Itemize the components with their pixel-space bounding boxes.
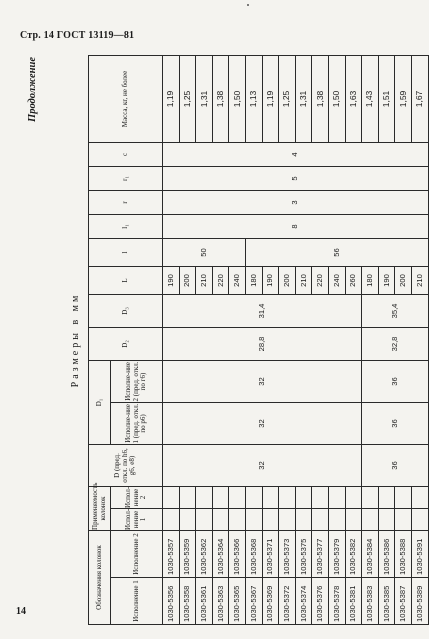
mass-cell: 1,38	[212, 55, 229, 142]
exec1-cell: 1030-5363	[212, 578, 229, 625]
d-value: 32	[163, 444, 362, 486]
exec2-cell: 1030-5366	[229, 530, 246, 577]
mass-cell: 1,59	[395, 55, 412, 142]
d1-exec1-header: Исполне-ние 1 (пред. откл. по р6)	[111, 402, 163, 444]
page-header: Стр. 14 ГОСТ 13119—81	[20, 30, 135, 41]
l-big-cell: 190	[163, 266, 180, 294]
l-big-cell: 240	[229, 266, 246, 294]
table-row	[362, 55, 379, 624]
mass-cell: 1,51	[378, 55, 395, 142]
app-cell	[279, 508, 296, 530]
app-cell	[295, 508, 312, 530]
app-cell	[362, 508, 379, 530]
d2-header: D₂	[89, 327, 163, 360]
mass-header: Масса, кг, не более	[89, 55, 163, 142]
app-cell	[411, 508, 428, 530]
l-big-cell: 220	[312, 266, 329, 294]
app-cell	[395, 486, 412, 508]
r1-value: 5	[163, 166, 429, 190]
designation-group-header: Обозначения колонок	[89, 530, 111, 624]
app-exec2-header: Испол-нение 2	[111, 486, 163, 508]
exec1-cell: 1030-5376	[312, 578, 329, 625]
exec2-cell: 1030-5371	[262, 530, 279, 577]
l1-value: 8	[163, 214, 429, 238]
app-cell	[245, 486, 262, 508]
d3-header: D₃	[89, 294, 163, 327]
l-big-cell: 260	[345, 266, 362, 294]
exec2-cell: 1030-5377	[312, 530, 329, 577]
d2-value: 32,8	[362, 327, 428, 360]
app-cell	[245, 508, 262, 530]
continuation-label: Продолжение	[27, 57, 38, 122]
exec2-cell: 1030-5382	[345, 530, 362, 577]
c-value: 4	[163, 142, 429, 166]
page-number: 14	[16, 606, 26, 617]
l-value: 56	[245, 238, 428, 266]
exec2-cell: 1030-5391	[411, 530, 428, 577]
mass-cell: 1,25	[179, 55, 196, 142]
l-big-cell: 220	[212, 266, 229, 294]
app-cell	[328, 486, 345, 508]
r-header: r	[89, 190, 163, 214]
exec2-cell: 1030-5359	[179, 530, 196, 577]
mass-cell: 1,43	[362, 55, 379, 142]
exec2-cell: 1030-5375	[295, 530, 312, 577]
exec1-cell: 1030-5361	[196, 578, 213, 625]
l-big-cell: 180	[362, 266, 379, 294]
app-cell	[163, 508, 180, 530]
exec1-cell: 1030-5374	[295, 578, 312, 625]
app-cell	[328, 508, 345, 530]
exec1-cell: 1030-5369	[262, 578, 279, 625]
app-cell	[212, 486, 229, 508]
r1-header: r₁	[89, 166, 163, 190]
exec1-cell: 1030-5383	[362, 578, 379, 625]
l-big-cell: 200	[395, 266, 412, 294]
exec1-cell: 1030-5356	[163, 578, 180, 625]
exec1-cell: 1030-5367	[245, 578, 262, 625]
app-cell	[262, 486, 279, 508]
l-big-cell: 190	[262, 266, 279, 294]
exec2-cell: 1030-5384	[362, 530, 379, 577]
d1-exec2-value: 36	[362, 360, 428, 402]
exec2-cell: 1030-5364	[212, 530, 229, 577]
mass-cell: 1,31	[196, 55, 213, 142]
exec1-cell: 1030-5387	[395, 578, 412, 625]
mass-cell: 1,67	[411, 55, 428, 142]
d2-value: 28,8	[163, 327, 362, 360]
exec1-cell: 1030-5389	[411, 578, 428, 625]
mass-cell: 1,19	[163, 55, 180, 142]
app-cell	[295, 486, 312, 508]
app-cell	[279, 486, 296, 508]
app-cell	[262, 508, 279, 530]
app-cell	[229, 508, 246, 530]
exec2-cell: 1030-5368	[245, 530, 262, 577]
d1-exec1-value: 32	[163, 402, 362, 444]
app-cell	[345, 486, 362, 508]
mass-cell: 1,50	[229, 55, 246, 142]
d3-value: 35,4	[362, 294, 428, 327]
table-row	[163, 55, 180, 624]
l-big-cell: 190	[378, 266, 395, 294]
applicability-header: Применяемость колонок	[89, 486, 111, 530]
l-big-cell: 210	[196, 266, 213, 294]
app-cell	[196, 508, 213, 530]
d-value: 36	[362, 444, 428, 486]
app-cell	[378, 486, 395, 508]
app-cell	[345, 508, 362, 530]
r-value: 3	[163, 190, 429, 214]
app-cell	[212, 508, 229, 530]
exec2-cell: 1030-5373	[279, 530, 296, 577]
c-header: c	[89, 142, 163, 166]
rotated-table-area	[27, 55, 425, 625]
l-big-cell: 240	[328, 266, 345, 294]
exec2-cell: 1030-5388	[395, 530, 412, 577]
app-cell	[362, 486, 379, 508]
l-big-header: L	[89, 266, 163, 294]
app-cell	[411, 486, 428, 508]
d-header: D (пред. откл. по h6, g6, е8)	[89, 444, 163, 486]
l-big-cell: 200	[279, 266, 296, 294]
d1-group-header: D₁	[89, 360, 111, 444]
exec1-header: Исполнение 1	[111, 578, 163, 625]
exec1-cell: 1030-5378	[328, 578, 345, 625]
app-cell	[312, 486, 329, 508]
mass-cell: 1,25	[279, 55, 296, 142]
l-big-cell: 200	[179, 266, 196, 294]
exec1-cell: 1030-5372	[279, 578, 296, 625]
mass-cell: 1,50	[328, 55, 345, 142]
app-cell	[378, 508, 395, 530]
exec1-cell: 1030-5358	[179, 578, 196, 625]
exec1-cell: 1030-5381	[345, 578, 362, 625]
d1-exec2-header: Исполне-ние 2 (пред. откл. по г6)	[111, 360, 163, 402]
l-big-cell: 210	[295, 266, 312, 294]
exec1-cell: 1030-5365	[229, 578, 246, 625]
l-value: 50	[163, 238, 246, 266]
d1-exec2-value: 32	[163, 360, 362, 402]
mass-cell: 1,63	[345, 55, 362, 142]
l-header: l	[89, 238, 163, 266]
l1-header: l₁	[89, 214, 163, 238]
scan-speck	[247, 4, 249, 6]
app-cell	[395, 508, 412, 530]
dimensions-table	[88, 55, 429, 625]
exec2-header: Исполнение 2	[111, 530, 163, 577]
l-big-cell: 210	[411, 266, 428, 294]
exec2-cell: 1030-5362	[196, 530, 213, 577]
app-cell	[179, 486, 196, 508]
mass-cell: 1,13	[245, 55, 262, 142]
l-big-cell: 180	[245, 266, 262, 294]
app-cell	[196, 486, 213, 508]
app-cell	[312, 508, 329, 530]
exec2-cell: 1030-5379	[328, 530, 345, 577]
d1-exec1-value: 36	[362, 402, 428, 444]
app-cell	[229, 486, 246, 508]
dimensions-caption: Размеры в мм	[70, 292, 81, 388]
exec1-cell: 1030-5385	[378, 578, 395, 625]
d3-value: 31,4	[163, 294, 362, 327]
mass-cell: 1,19	[262, 55, 279, 142]
mass-cell: 1,38	[312, 55, 329, 142]
mass-cell: 1,31	[295, 55, 312, 142]
app-cell	[179, 508, 196, 530]
exec2-cell: 1030-5386	[378, 530, 395, 577]
exec2-cell: 1030-5357	[163, 530, 180, 577]
app-exec1-header: Испол-нение 1	[111, 508, 163, 530]
app-cell	[163, 486, 180, 508]
